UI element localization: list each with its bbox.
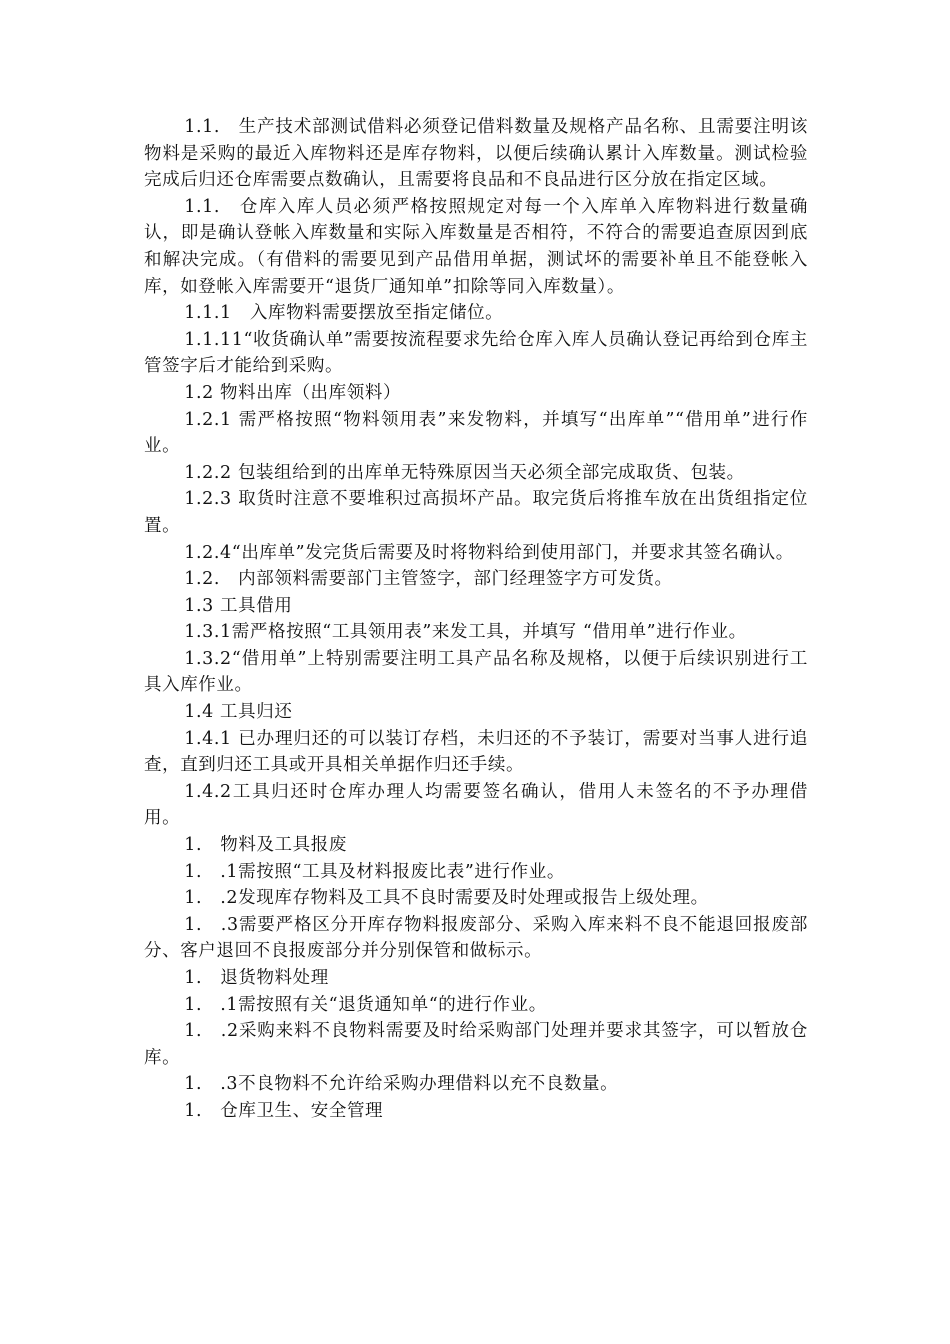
paragraph-incoming-storage-location: 1.1.1 入库物料需要摆放至指定储位。	[184, 303, 504, 324]
paragraph-outbound-1: 1.2.1 需严格按照“物料领用表”来发物料，并填写“出库单”“借用单”进行作业。	[144, 409, 808, 457]
paragraph-outbound-4: 1.2.4“出库单”发完货后需要及时将物料给到使用部门，并要求其签名确认。	[184, 542, 794, 563]
paragraph-tool-borrowing-2: 1.3.2“借用单”上特别需要注明工具产品名称及规格，以便于后续识别进行工具入库作业。	[144, 648, 808, 696]
paragraph-tool-return-1: 1.4.1 已办理归还的可以装订存档，未归还的不予装订，需要对当事人进行追查，直到归还工具或开具相关单据作归还手续。	[144, 728, 808, 776]
paragraph-tool-return-2: 1.4.2工具归还时仓库办理人均需要签名确认，借用人未签名的不予办理借用。	[144, 781, 808, 829]
heading-tool-borrowing: 1.3 工具借用	[184, 595, 293, 616]
paragraph-scrap-1: 1. .1需按照“工具及材料报废比表”进行作业。	[184, 861, 565, 882]
paragraph-returns-2: 1. .2采购来料不良物料需要及时给采购部门处理并要求其签字，可以暂放仓库。	[144, 1021, 808, 1068]
heading-material-outbound: 1.2 物料出库（出库领料）	[184, 382, 402, 403]
heading-hygiene-safety: 1. 仓库卫生、安全管理	[184, 1100, 384, 1121]
paragraph-receipt-confirmation: 1.1.11“收货确认单”需要按流程要求先给仓库入库人员确认登记再给到仓库主管签字后才能给到采购。	[144, 329, 808, 377]
paragraph-outbound-3: 1.2.3 取货时注意不要堆积过高损坏产品。取完货后将推车放在出货组指定位置。	[144, 489, 808, 536]
heading-scrap: 1. 物料及工具报废	[184, 835, 347, 856]
paragraph-scrap-3: 1. .3需要严格区分开库存物料报废部分、采购入库来料不良不能退回报废部分、客户退回不良报废部分并分别保管和做标示。	[144, 914, 808, 962]
paragraph-internal-requisition: 1.2. 内部领料需要部门主管签字，部门经理签字方可发货。	[184, 569, 673, 590]
paragraph-returns-3: 1. .3不良物料不允许给采购办理借料以充不良数量。	[184, 1074, 619, 1095]
paragraph-returns-1: 1. .1需按照有关“退货通知单“的进行作业。	[184, 994, 547, 1015]
paragraph-scrap-2: 1. .2发现库存物料及工具不良时需要及时处理或报告上级处理。	[184, 888, 709, 909]
paragraph-tool-borrowing-1: 1.3.1需严格按照“工具领用表”来发工具，并填写 “借用单”进行作业。	[184, 622, 747, 643]
heading-returns: 1. 退货物料处理	[184, 968, 329, 988]
paragraph-outbound-2: 1.2.2 包装组给到的出库单无特殊原因当天必须全部完成取货、包装。	[184, 462, 745, 483]
document-body	[144, 114, 808, 1125]
paragraph-incoming-quantity-check: 1.1. 仓库入库人员必须严格按照规定对每一个入库单入库物料进行数量确认，即是确认登帐入库数量和实际入库数量是否相符，不符合的需要追查原因到底和解决完成。（有借料的需要见到产品借用单据，测试坏的需要补单且不能登帐入库，如登帐入库需要开“退货厂通知单”扣除等同入库数量）。	[144, 196, 808, 297]
paragraph-incoming-test-borrowing: 1.1. 生产技术部测试借料必须登记借料数量及规格产品名称、且需要注明该物料是采购的最近入库物料还是库存物料，以便后续确认累计入库数量。测试检验完成后归还仓库需要点数确认，且需要将良品和不良品进行区分放在指定区域。	[144, 117, 808, 191]
heading-tool-return: 1.4 工具归还	[184, 702, 293, 723]
